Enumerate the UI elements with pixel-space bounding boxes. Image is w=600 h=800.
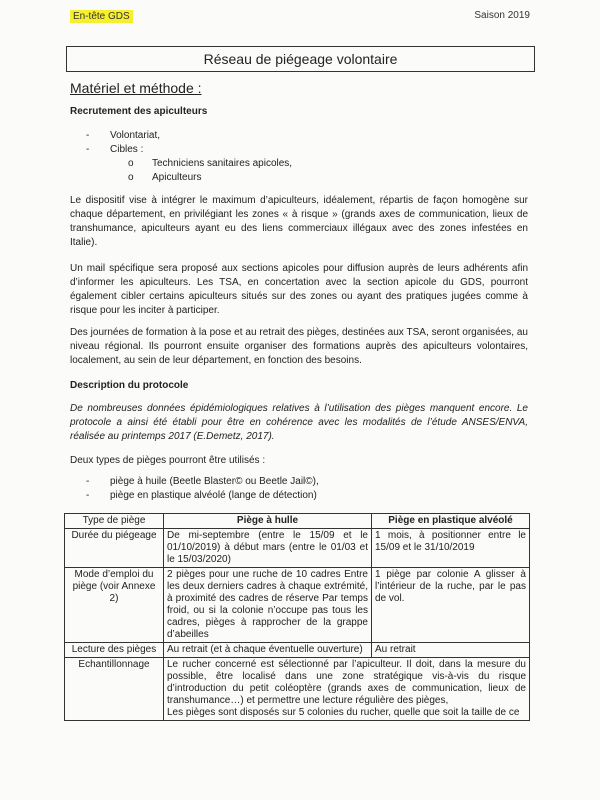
table-cell: Lecture des pièges	[65, 643, 164, 658]
list-item: - piège en plastique alvéolé (lange de détection)	[86, 490, 317, 501]
sub-list-item: o Apiculteurs	[128, 172, 202, 183]
paragraph: Un mail spécifique sera proposé aux sections apicoles pour diffusion auprès de leurs adhérents afin d’informer les apiculteurs. Les TSA, en concertation avec la section apicole du GDS, pourront également cibler certains apiculteurs situés sur des zones ou ayant des pratiques jugées comme à risque pour les inciter à participer.	[70, 263, 528, 316]
recruitment-heading: Recrutement des apiculteurs	[70, 106, 208, 117]
sub-list-item: o Techniciens sanitaires apicoles,	[128, 158, 293, 169]
sampling-text: Les pièges sont disposés sur 5 colonies du rucher, quelle que soit la taille de ce	[167, 707, 520, 718]
paragraph: Des journées de formation à la pose et au retrait des pièges, destinées aux TSA, seront organisées, au niveau régional. Ils pourront ensuite organiser des formations auprès des apiculteurs volontaires, localement, au sein de leur département, en fonction des besoins.	[70, 327, 528, 366]
protocol-table	[64, 513, 530, 721]
table-cell: Durée du piégeage	[65, 529, 164, 568]
table-cell: 2 pièges pour une ruche de 10 cadres Entre les deux derniers cadres à chaque extrémité, à proximité des cadres de réserve Par temps froid, ou si la colonie n’occupe pas tous les cadres, pièges à rapprocher de la grappe d’abeilles	[164, 568, 372, 643]
table-row	[65, 643, 530, 658]
paragraph: Le dispositif vise à intégrer le maximum d’apiculteurs, idéalement, répartis de façon homogène sur chaque département, en privilégiant les zones « à risque » (grands axes de communication, lieux de transhumance, apiculteurs ayant eu des liens commerciaux illégaux avec des zones infestées en Italie).	[70, 195, 528, 248]
document-title: Réseau de piégeage volontaire	[66, 46, 535, 72]
table-header: Piège en plastique alvéolé	[372, 514, 530, 529]
header-season: Saison 2019	[474, 10, 530, 21]
table-cell: Echantillonnage	[65, 658, 164, 721]
table-header: Type de piège	[65, 514, 164, 529]
table-header-row	[65, 514, 530, 529]
table-cell: 1 piège par colonie A glisser à l’intérieur de la ruche, par le pas de vol.	[372, 568, 530, 643]
table-row	[65, 568, 530, 643]
list-item: - Cibles :	[86, 144, 144, 155]
sampling-text: Le rucher concerné est sélectionné par l’apiculteur. Il doit, dans la mesure du possible, être localisé dans une zone stratégique vis-à-vis du risque d’introduction du petit coléoptère (grands axes de communication, lieux de transhumance…) et permettre une lecture régulière des pièges,	[167, 659, 526, 706]
list-item: - Volontariat,	[86, 130, 161, 141]
header-left-label: En-tête GDS	[70, 10, 133, 23]
table-row	[65, 658, 530, 721]
table-cell: Au retrait	[372, 643, 530, 658]
list-item: - piège à huile (Beetle Blaster© ou Beetle Jail©),	[86, 476, 319, 487]
trap-types-intro: Deux types de pièges pourront être utilisés :	[70, 455, 266, 466]
table-cell	[164, 658, 530, 721]
table-header: Piège à hulle	[164, 514, 372, 529]
table-row	[65, 529, 530, 568]
table-cell: Au retrait (et à chaque éventuelle ouverture)	[164, 643, 372, 658]
protocol-heading: Description du protocole	[70, 380, 189, 391]
section-title: Matériel et méthode :	[70, 80, 202, 96]
table-cell: Mode d’emploi du piège (voir Annexe 2)	[65, 568, 164, 643]
table-cell: 1 mois, à positionner entre le 15/09 et le 31/10/2019	[372, 529, 530, 568]
table-cell: De mi-septembre (entre le 15/09 et le 01/10/2019) à début mars (entre le 01/03 et le 15/03/2020)	[164, 529, 372, 568]
protocol-intro: De nombreuses données épidémiologiques relatives à l’utilisation des pièges manquent encore. Le protocole a ainsi été établi pour être en cohérence avec les modalités de l’étude ANSES/ENVA, réalisée au printemps 2017 (E.Demetz, 2017).	[70, 403, 528, 442]
